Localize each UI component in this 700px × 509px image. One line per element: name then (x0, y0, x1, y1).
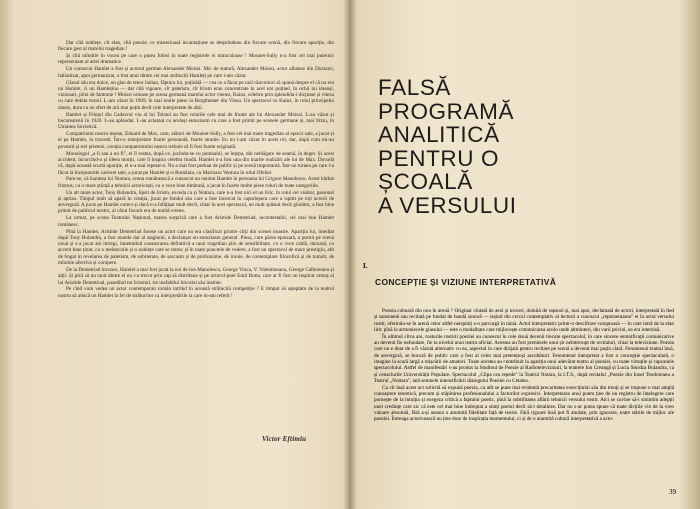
paragraph: De la Demetriad încoace, Hamlet a mai fost jucat la noi de Ion Manolescu, George Vraca, V. Valentineanu, George Calboreanu și alții. Și pîcă să nu unul dintre ei nu i-a trecut prin cap să distribuie și pe actorul-poet Emil Botta, care ar fi fost un inspirat urmaș al lui Aristide Demetriad, posedînd tot lirismul, tot inefabilul liricului său inainte. (58, 266, 334, 286)
paragraph: Și cîtă mîndrie în vocea pe care o putea folosi în toate registrele ei miraculoase ! Mounet-Sully n-a fost cel mai puternic reprezentant al artei dramatice. (58, 53, 334, 66)
paragraph: Pînă la Hamlet, Aristide Demetriad fusese un actor care nu era clasificat printre cîrți din scenei noastre. Apariția lui, imediat după Tony Bulandra, a fost marele dar al stagiunii, a declanșat un entuziasm general. Piesa, care părea epuizată, a pornit pe scena nouă și s-a jucat ani întregi, înnemnînd consacrarea definitivă a unui tragedian plin de sensibilitate, cu o voce caldă, duioasă, cu accent bine ținut, cu o melancolie și o noblețe care se rotesc și în toate punctele de vedere, a fost un spectacol de mare prestigiu, atît de bogat în revelarea de patetism, de sobrietate, de sarcasm și de profunzime, de ironie, de contemplare filozofică și de tumult, de mîndrie afectiva și corupere. (58, 228, 334, 267)
title-line: ANALITICĂ (378, 122, 500, 147)
paragraph: Glasul său era dulce, un glas de tenor italian, făptura lui, puținătă — cea ce a făcut pe unii răuvoitori să spună despre el că nu era un Hamlet, ci un Hamlețino — dar cîtă vigoare, cît patetism, cît lirism erau concentrate în acel om puținel, în ochii lui imenși, vizionari, plini de fantome ! Moissi urmase pe scena germană marelui actor vienez, Kainz, celebru prin splendida-i dicțiune și viteza cu care debita textul. L-am văzut în 1909, în mai multe piese la Burgtheater din Viena. Un spectacol cu Kainz, în rolul principelui danez, dura cu un sfert de oră mai puțin decît cele interpretate de alții. (58, 79, 334, 111)
section-title: CONCEPȚIE ȘI VIZIUNE INTERPRETATIVĂ (375, 277, 557, 287)
title-line: FALSĂ (378, 75, 452, 100)
author-signature: Victor Eftimiu (262, 435, 307, 443)
paragraph: Pare-se, că înaintea lui Nottara, scena românească a cunoscut un neuitat Hamlet în persoana lui Grigore Manolescu. Acest bărbat frumos, cu o mare știință a tehnicii actoricești, cu o voce bine timbrată, a jucat în foarte multe piese roluri de toate categoriile. (58, 176, 334, 189)
paragraph: Dar cîtă noblețe, cît elan, cîtă poezie, ce misterioasă incantațiune se desprindeau din fiecare scenă, din fiecare apariție, din fiecare gest al marelui tragedian ! (58, 40, 334, 53)
paragraph: Cu cît însă acest act solicită să expună poezia, cu atît se pune mai evidentă precaritatea exercițiului său din treuți și se impune o mai amplă cunoaștere teoretică, precum și stăpînirea profesionalului a factorilor expresivi. Interpretarea unui poem ține de un registru de înțelegere care pornește de la intuiția și exegeza critică a faptului poetic, pînă la subtilitatea aflării tehnicii versului rostit. Aici se cuvine să-i smintim adepții unei credințe care zic că este cel mai bine îndreptat a simți poetul decît să-l detalieze. Dar nu s-ar putea spune că toate dicțiile vin de la vreo valoare absolută, fără a-și asuma o anumită fidelitate față de teorie. Fără rigoare însă pot fi anulate, prin ignorare, toate stările de mijloc ale poeziei. Întreaga actoricească nu ține doar de inspirația momentului, ci și de o anumită cultură interpretativă a acto- (374, 384, 674, 423)
right-page-body (374, 308, 674, 423)
left-page (0, 0, 348, 509)
title-line: PENTRU O (378, 145, 500, 171)
paragraph: Compatriotul nostru ieșean, Eduard de Max, care, alături de Mounet-Sully, a fost cel mai mare tragedian al epocii sale, a jucat și el pe Hamlet, în travesti. Într-o interpretare foarte personală, foarte stranie. Eu nu l-am văzut în acest rol, dar, după cum mi-au povestit și trei prieteni, creația compatriotului nostru trebuie să fi fost foarte originală. (58, 131, 334, 150)
left-page-body (58, 40, 334, 300)
title-line: PROGRAMĂ (378, 98, 515, 124)
paragraph: Un cunoscut Hamlet a fost și actorul german Alexander Moissi. Mic de statură, Alexander Moissi, actor albanez din Durazzo, italianizat, apoi germanizat, a fost unul dintre cei mai străluciți Hamleți pe care i-am văzut. (58, 66, 334, 79)
paragraph: Pe cînd vom vedea un actor contemporan român intrînd în această strălucită competiție ? E timpul să așteptăm de la teatrul nostru să aducă un Hamlet la fel de strălucitor ca interpretările la care m-am referit ! (58, 286, 334, 299)
article-title (378, 76, 700, 217)
title-line: ȘCOALĂ (378, 169, 473, 194)
paragraph: În ultimul cîtva ani, rosturile rostirii poeziei au cunoscut în cele două decenii trecute spectacolul, în care sincere semnificații comunicative au devenit fie nefundate, fie la nivelul unui teatru oficial. Acestea au fost premisele unui șir neîntrerupt de recitaluri, chiar la televiziune. Poezia care nu e doar de a fi văzută alternativ cu ea, aspectul în care dirijată pentru recitare pe scenă a devenit mai puțin clară. Fenomenul teatral însă, de anvergură, se bucură de public care a fost al celor mai pretențioși ascultători. Fenomenul interpretat a fost o concepție spectaculară, o imagine la scară largă a mișcării de amatori. Toate acestea au contribuit la apariția unui adevărat teatru al poeziei, cu toate virtuțile și capcanele spectacolului. Astfel de manifestări s-au produs la Studioul de Poezie al Radioteleviziunii, la teatrele Ion Creangă și Lucia Sturdza Bulandra, ca și cenaclurile Universității Populare. Spectacolul „Clipa cea repede" la Teatrul Notara, la I.T.S., după recitalul „Poezie din Ionel Teodoreanu a Teatrul „Nottara", iată semnele intensificării dialogului Poeziei cu Cetatea. (374, 333, 674, 384)
paragraph: La urmat, pe scena Teatrului Național, marea surpriză care a fost Aristide Demetriad, incontestabil, cel mai bun Hamlet românesc. (58, 215, 334, 228)
page-number: 39 (669, 488, 676, 496)
paragraph: Monologul „a fi sau a nu fi", el îl rostea, după ce, jucîndu-se cu pumnalul, se înțepa, din neblăgare de seamă, în deget. Și acest accident, încurcînd-o și ideea morții, care îl inspira celebra tiradă. Hamlet n-a fost una din marile realizări ale lui de Max. Dovadă că, după această scurtă apariție, el n-a mai repetat-o. Nu a mai fost preluat de public și pe scenă importantă. Într-un turneu pe care l-a făcut la începuturile carierei sale, a jucat pe Hamlet și-n România, cu Marioara Ventura în rolul Ofeliei. (58, 150, 334, 176)
paragraph: Poezia coboară din nou în arenă ? Originar cîntată de aezi și truveri, doinită de rapsozi și, mai apoi, declamată de actori, interpretată în lied și sansonetă sau recitată pe fundal de bandă sonoră — ieșind din cercul contemplativ al lecturii a cunoscut „reprezentarea" ei în actul versului rostit, oferindu-se în arenă celor altfel neispitiți s-o parcurgă în taină. Actul interpretativ printr-o descifrare voluptoasă — în care intră de la elan liric pînă la armoniecele glasului — este o modalitate care mijlocește comunicarea acolo unde altminteri, din varii pricini, ea era interzisă. (374, 308, 674, 333)
paragraph: Hamlet și Prințul din Cadavrul viu al lui Tolstoi au fost rolurile cele mai de frunte ale lui Alexander Moissi. L-au văzut și bucureștenii în 1920. L-au aplaudat. L-au aclamat cu același entuziasm cu care a fost primit pe scenele germane și, mai tîrziu, în Uniunea Sovietică. (58, 111, 334, 131)
paragraph: Un alt mare actor, Tony Bulandra, lipsit de lirism, exceda ca și Nottara, care n-a fost nici el un liric, în rolul cel visător, pasional și aprins. Timpul mult să apară în creația, jucat pe fondul său care a fost încercat în capodopera care a ispitit pe toți actorii de anvergură. A jucat pe Hamlet corect și dacă n-a înfățișat mult decît, chiar în acel spectacol, un mult spăsuit decît gînditor, a fost bine primit de publicul nostru, al cărui favorit era de multă vreme. (58, 189, 334, 215)
title-line: A VERSULUI (378, 192, 517, 218)
section-number: I. (363, 262, 368, 270)
